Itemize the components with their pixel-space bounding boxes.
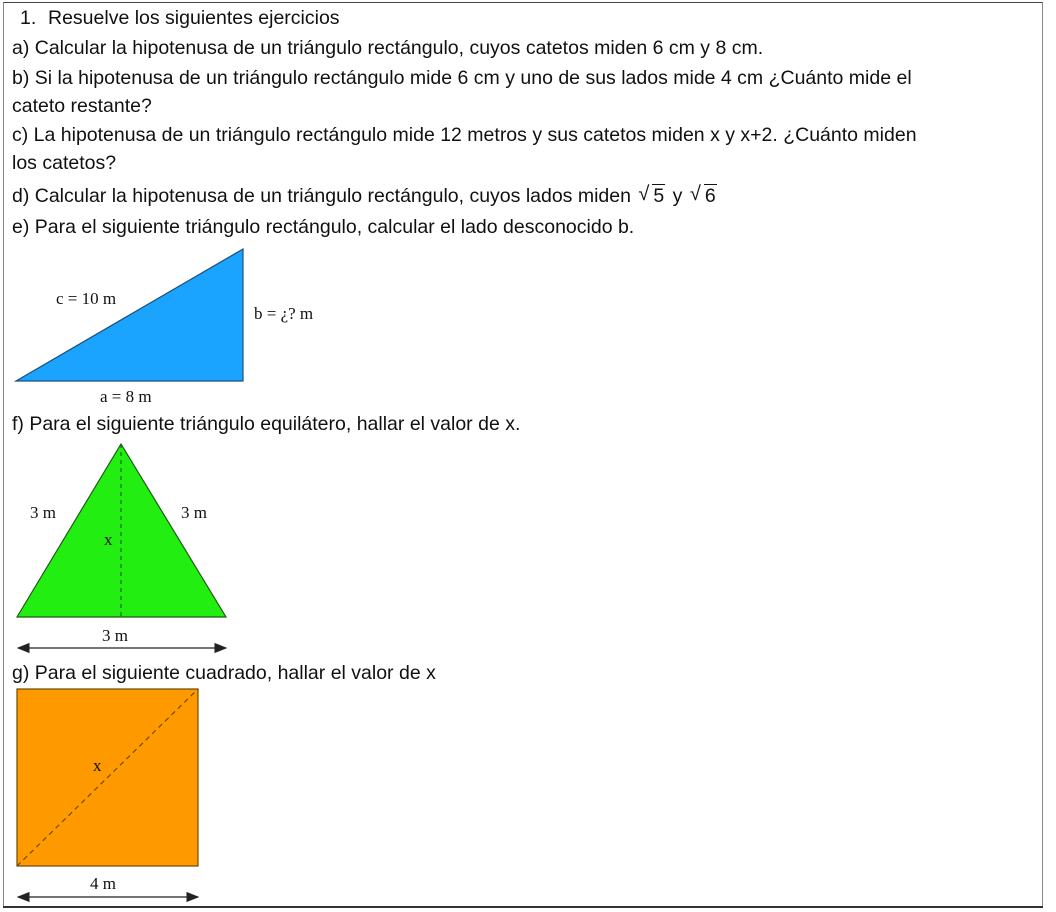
item-a: a) Calcular la hipotenusa de un triángulo rectángulo, cuyos catetos miden 6 cm y 8 cm. bbox=[12, 37, 764, 59]
item-f: f) Para el siguiente triángulo equilátero, hallar el valor de x. bbox=[12, 413, 521, 435]
item-b-line2: cateto restante? bbox=[12, 95, 152, 117]
bottom-border bbox=[3, 906, 1043, 908]
equilateral-x-label: x bbox=[104, 530, 113, 549]
square-side-label: 4 m bbox=[90, 874, 116, 893]
item-b-line1: b) Si la hipotenusa de un triángulo rectángulo mide 6 cm y uno de sus lados mide 4 cm ¿Cuánto mide el bbox=[12, 67, 912, 89]
item-c-line2: los catetos? bbox=[12, 152, 117, 174]
square-x-label: x bbox=[93, 756, 102, 775]
exercise-number: 1. bbox=[20, 7, 37, 29]
right-triangle-c-label: c = 10 m bbox=[56, 289, 117, 308]
sqrt-six-value: 6 bbox=[704, 185, 716, 207]
equilateral-left-label: 3 m bbox=[30, 503, 56, 522]
equilateral-right-label: 3 m bbox=[181, 503, 207, 522]
right-triangle-b-label: b = ¿? m bbox=[254, 304, 314, 323]
right-triangle-a-label: a = 8 m bbox=[100, 387, 152, 406]
item-d-and: y bbox=[672, 185, 683, 207]
item-c-line1: c) La hipotenusa de un triángulo rectángulo mide 12 metros y sus catetos miden x y x+2. ¿Cuánto miden bbox=[12, 124, 917, 146]
sqrt-five: √ 5 bbox=[638, 183, 665, 207]
item-d-text: d) Calcular la hipotenusa de un triángulo rectángulo, cuyos lados miden bbox=[12, 185, 631, 207]
item-e: e) Para el siguiente triángulo rectángulo, calcular el lado desconocido b. bbox=[12, 216, 635, 238]
exercise-title-text: Resuelve los siguientes ejercicios bbox=[48, 7, 340, 29]
item-g: g) Para el siguiente cuadrado, hallar el valor de x bbox=[12, 662, 436, 684]
sqrt-six: √ 6 bbox=[689, 183, 716, 207]
right-triangle bbox=[16, 249, 243, 381]
sqrt-five-value: 5 bbox=[653, 185, 665, 207]
equilateral-base-label: 3 m bbox=[102, 626, 128, 645]
